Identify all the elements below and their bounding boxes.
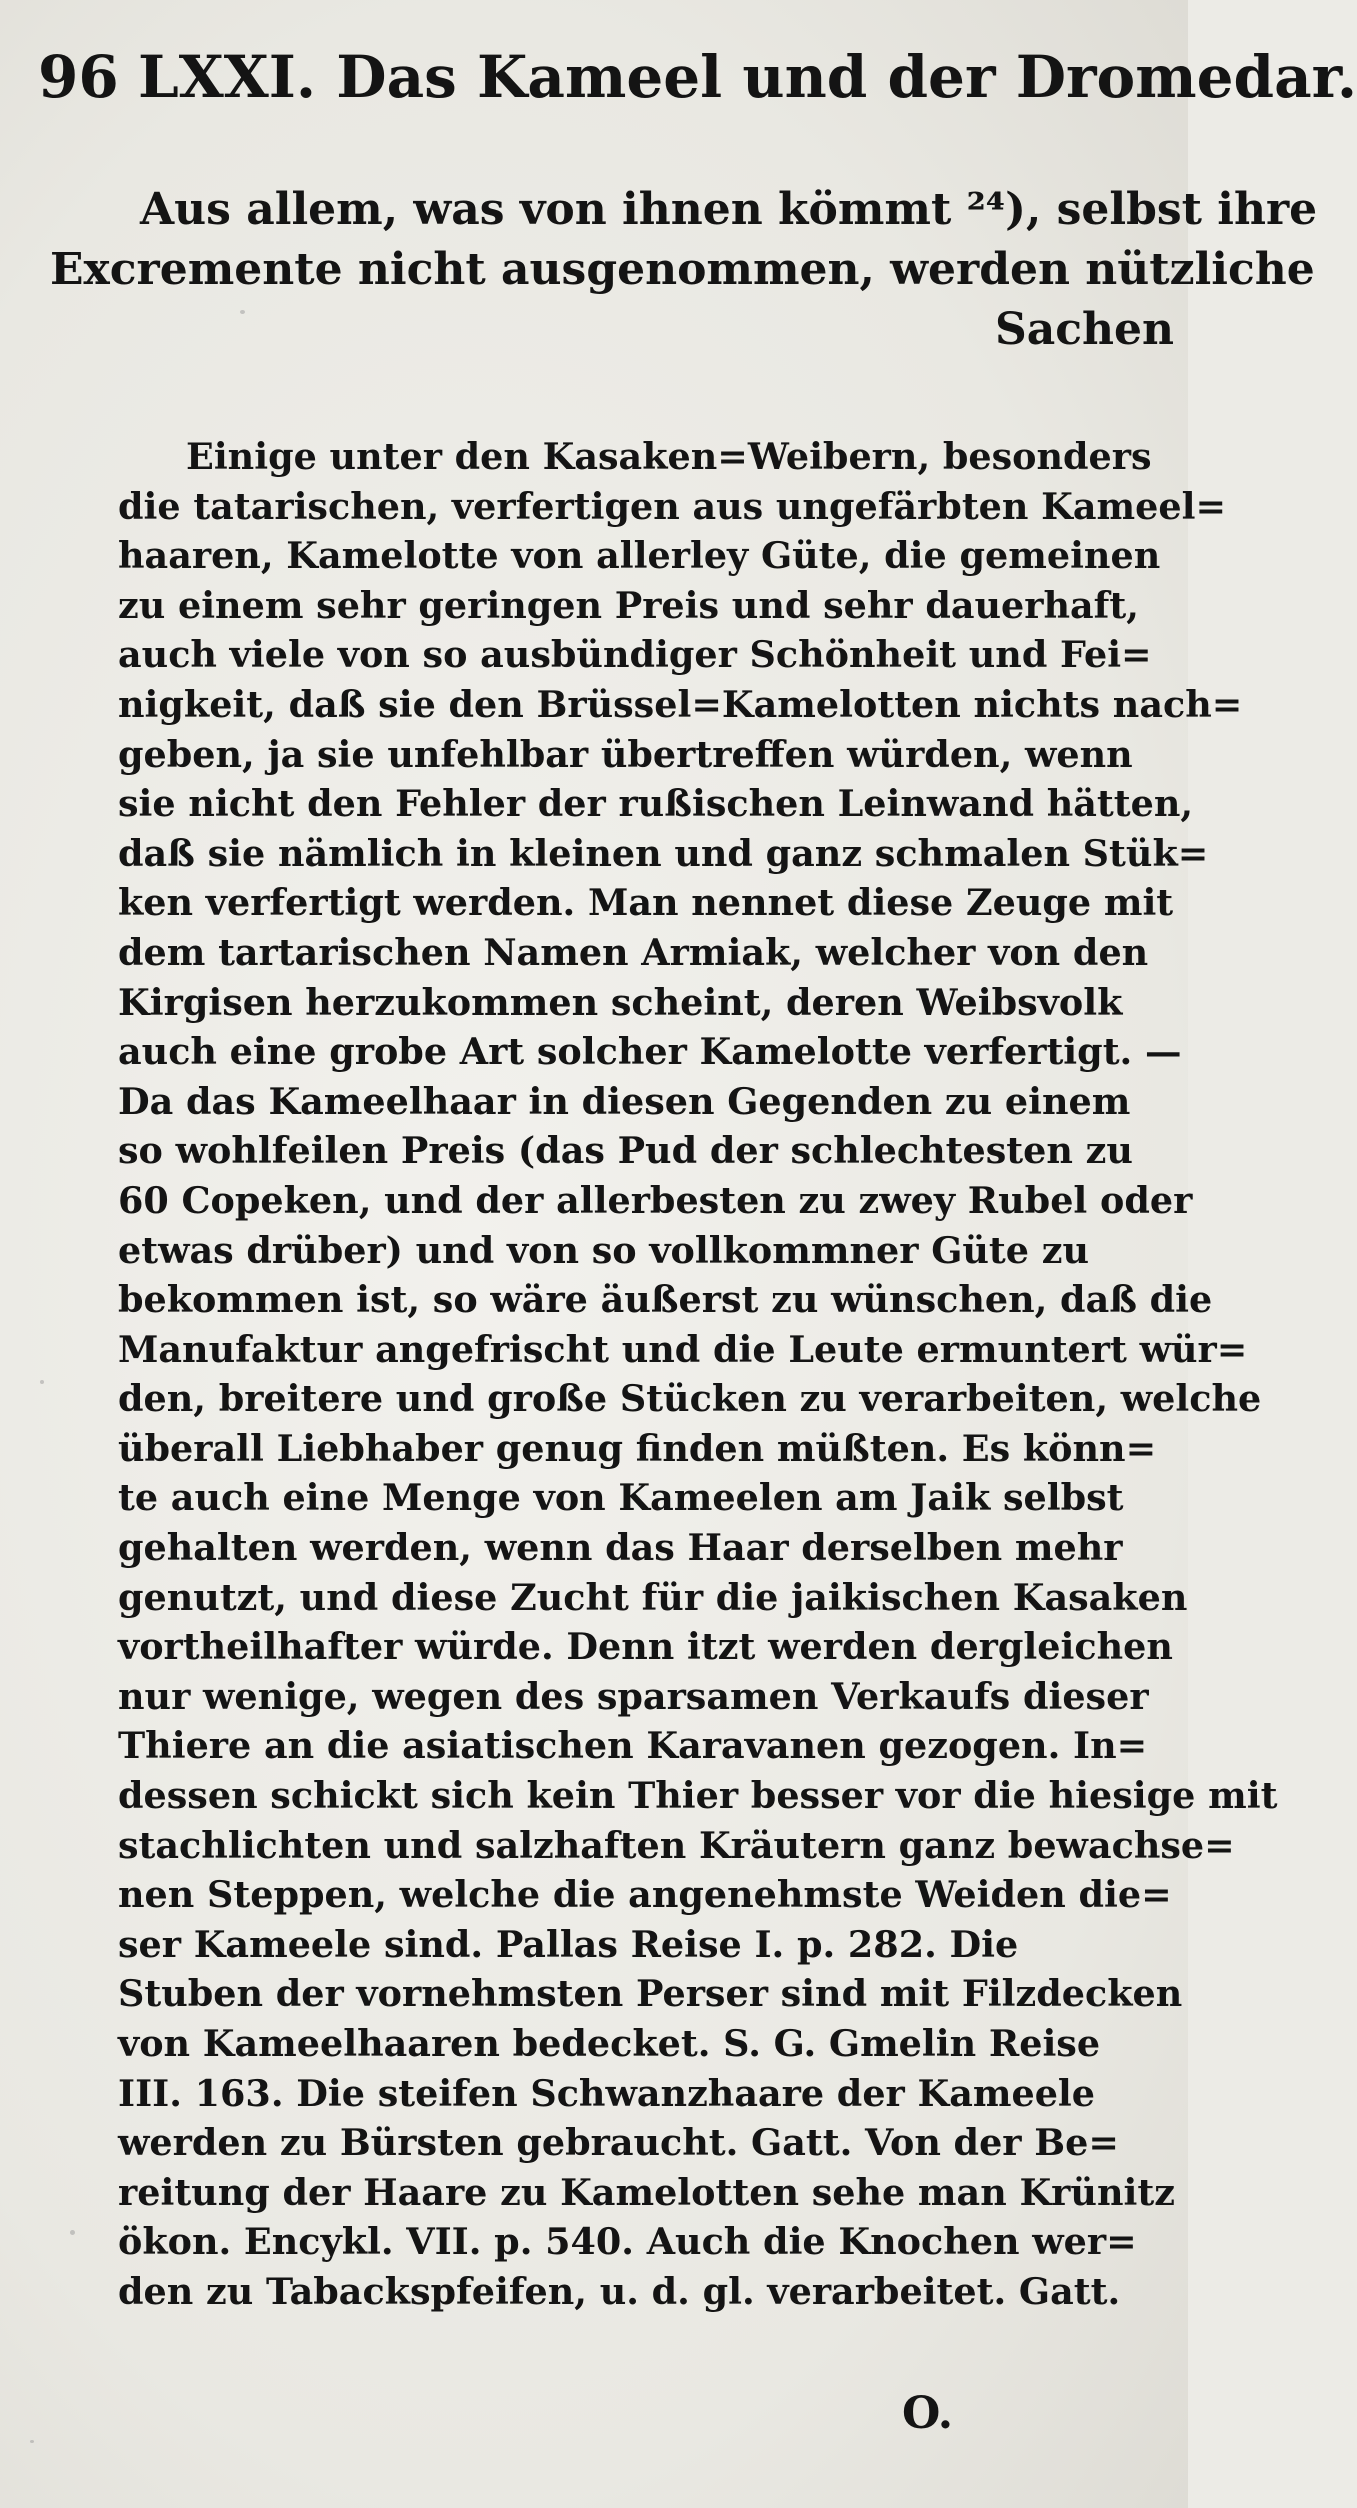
footnote-line: 60 Copeken, und der allerbesten zu zwey Rubel oder <box>118 1178 1193 1222</box>
footnote-line: bekommen ist, so wäre äußerst zu wünschen, daß die <box>118 1278 1213 1322</box>
footnote-line: etwas drüber) und von so vollkommner Güte zu <box>118 1228 1089 1272</box>
footnote-line: den, breitere und große Stücken zu verarbeiten, welche <box>118 1377 1262 1421</box>
main-text <box>50 180 1318 360</box>
main-line: Aus allem, was von ihnen kömmt ²⁴), selbst ihre <box>140 184 1318 235</box>
footnote-line: auch viele von so ausbündiger Schönheit und Fei= <box>118 633 1152 677</box>
running-header <box>38 43 1357 111</box>
footnote-line: den zu Tabackspfeifen, u. d. gl. verarbeitet. Gatt. <box>118 2269 1121 2313</box>
footnote-line: haaren, Kamelotte von allerley Güte, die gemeinen <box>118 534 1161 578</box>
footnote-line: Thiere an die asiatischen Karavanen gezogen. In= <box>118 1724 1148 1768</box>
signature-mark: O. <box>902 2388 954 2439</box>
footnote-line: ken verfertigt werden. Man nennet diese Zeuge mit <box>118 881 1174 925</box>
footnote-line: von Kameelhaaren bedecket. S. G. Gmelin Reise <box>118 2022 1101 2065</box>
catchword: Sachen <box>994 304 1174 355</box>
footnote-line: nur wenige, wegen des sparsamen Verkaufs dieser <box>118 1674 1149 1718</box>
footnote-line: nigkeit, daß sie den Brüssel=Kamelotten nichts nach= <box>118 682 1243 726</box>
footnote-line: sie nicht den Fehler der rußischen Leinwand hätten, <box>118 782 1194 826</box>
footnote-line: so wohlfeilen Preis (das Pud der schlechtesten zu <box>118 1129 1133 1173</box>
footnote-line: te auch eine Menge von Kameelen am Jaik selbst <box>118 1476 1124 1520</box>
paper-speck <box>30 2440 34 2443</box>
footnote-line: reitung der Haare zu Kamelotten sehe man Krünitz <box>118 2170 1175 2214</box>
footnote-line: geben, ja sie unfehlbar übertreffen würden, wenn <box>118 732 1133 776</box>
footnote-line: zu einem sehr geringen Preis und sehr dauerhaft, <box>118 583 1139 627</box>
footnote-line: dem tartarischen Namen Armiak, welcher von den <box>118 930 1149 974</box>
footnote-line: ökon. Encykl. VII. p. 540. Auch die Knochen wer= <box>118 2220 1137 2264</box>
footnote-line: III. 163. Die steifen Schwanzhaare der Kameele <box>118 2071 1096 2115</box>
footnote-line: ser Kameele sind. Pallas Reise I. p. 282. Die <box>118 1922 1019 1966</box>
footnote-line: nen Steppen, welche die angenehmste Weiden die= <box>118 1873 1172 1917</box>
footnote-line: Einige unter den Kasaken=Weibern, besonders <box>186 435 1152 478</box>
page-number: 96 <box>38 43 119 111</box>
footnote-line: Stuben der vornehmsten Perser sind mit Filzdecken <box>118 1972 1183 2016</box>
footnote-line: auch eine grobe Art solcher Kamelotte verfertigt. — <box>118 1030 1182 1074</box>
footnote <box>118 432 1278 2317</box>
footnote-line: genutzt, und diese Zucht für die jaikischen Kasaken <box>118 1575 1188 1619</box>
footnote-line: daß sie nämlich in kleinen und ganz schmalen Stük= <box>118 831 1209 875</box>
paper-speck <box>40 1380 44 1384</box>
main-line: Excremente nicht ausgenommen, werden nützliche <box>50 244 1315 295</box>
footnote-line: Manufaktur angefrischt und die Leute ermuntert wür= <box>118 1327 1248 1371</box>
chapter-title: LXXI. Das Kameel und der Dromedar. <box>138 43 1357 111</box>
footnote-line: vortheilhafter würde. Denn itzt werden dergleichen <box>118 1625 1173 1669</box>
footnote-line: gehalten werden, wenn das Haar derselben mehr <box>118 1526 1123 1570</box>
footnote-line: Kirgisen herzukommen scheint, deren Weibsvolk <box>118 980 1123 1024</box>
paper-speck <box>70 2230 75 2235</box>
footnote-line: stachlichten und salzhaften Kräutern ganz bewachse= <box>118 1823 1235 1867</box>
footnote-line: Da das Kameelhaar in diesen Gegenden zu einem <box>118 1079 1131 1123</box>
footnote-line: werden zu Bürsten gebraucht. Gatt. Von der Be= <box>118 2121 1119 2165</box>
footnote-line: dessen schickt sich kein Thier besser vor die hiesige mit <box>118 1774 1278 1818</box>
footnote-line: die tatarischen, verfertigen aus ungefärbten Kameel= <box>118 484 1227 528</box>
paper-speck <box>240 310 245 314</box>
footnote-line: überall Liebhaber genug finden müßten. Es könn= <box>118 1426 1157 1470</box>
